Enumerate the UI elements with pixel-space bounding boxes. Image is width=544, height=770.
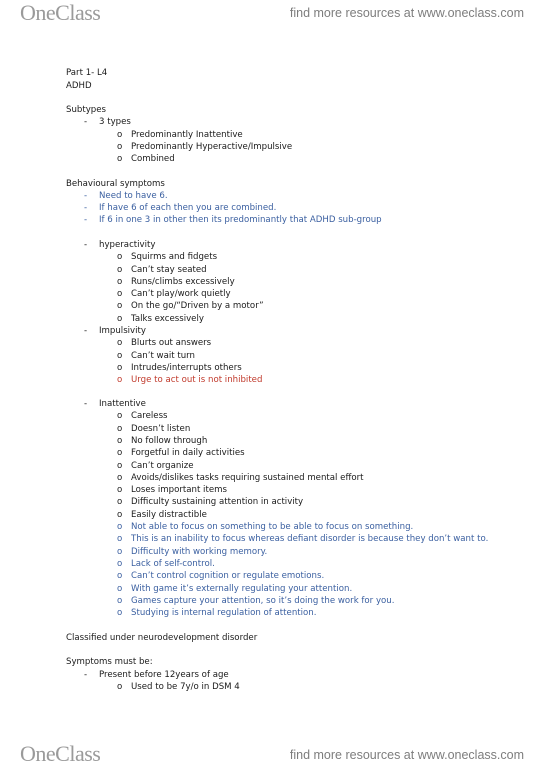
footer-tagline[interactable]: find more resources at www.oneclass.com xyxy=(289,748,524,762)
doc-title-topic: ADHD xyxy=(66,81,92,91)
dash-marker: - xyxy=(84,240,88,250)
list-item: Combined xyxy=(131,154,175,164)
list-item: Predominantly Hyperactive/Impulsive xyxy=(131,142,293,152)
bullet-marker: o xyxy=(117,154,123,164)
bullet-marker: o xyxy=(117,142,123,152)
list-item: Doesn’t listen xyxy=(131,424,191,434)
classified-line: Classified under neurodevelopment disorder xyxy=(66,633,258,643)
oneclass-logo: OneClass xyxy=(20,0,101,25)
list-item: Blurts out answers xyxy=(131,338,212,348)
bullet-marker: o xyxy=(117,584,123,594)
impulsivity-heading: Impulsivity xyxy=(99,326,146,336)
subtypes-heading: Subtypes xyxy=(66,105,107,115)
list-item: Not able to focus on something to be able to focus on something. xyxy=(131,522,414,532)
bullet-marker: o xyxy=(117,351,123,361)
list-item: Can’t wait turn xyxy=(131,351,195,361)
bullet-marker: o xyxy=(117,289,123,299)
dash-marker: - xyxy=(84,399,88,409)
bullet-marker: o xyxy=(117,363,123,373)
list-item: Studying is internal regulation of attention. xyxy=(131,608,317,618)
dash-marker: - xyxy=(84,117,88,127)
bullet-marker: o xyxy=(117,571,123,581)
list-item: Games capture your attention, so it’s doing the work for you. xyxy=(131,596,395,606)
bullet-marker: o xyxy=(117,485,123,495)
symptoms-item: Present before 12years of age xyxy=(99,670,229,680)
bullet-marker: o xyxy=(117,497,123,507)
list-item: Can’t organize xyxy=(131,461,194,471)
bullet-marker: o xyxy=(117,534,123,544)
note-item: If have 6 of each then you are combined. xyxy=(99,203,277,213)
dash-marker: - xyxy=(84,215,88,225)
list-item: Can’t play/work quietly xyxy=(131,289,231,299)
list-item: Loses important items xyxy=(131,485,227,495)
bullet-marker: o xyxy=(117,375,123,385)
list-item: Difficulty sustaining attention in activity xyxy=(131,497,304,507)
list-item: Predominantly Inattentive xyxy=(131,130,243,140)
bullet-marker: o xyxy=(117,411,123,421)
list-item: This is an inability to focus whereas defiant disorder is because they don’t want to. xyxy=(131,534,489,544)
list-item: Forgetful in daily activities xyxy=(131,448,245,458)
list-item: Runs/climbs excessively xyxy=(131,277,235,287)
list-item: Used to be 7y/o in DSM 4 xyxy=(131,682,240,692)
bullet-marker: o xyxy=(117,596,123,606)
note-item: If 6 in one 3 in other then its predominantly that ADHD sub-group xyxy=(99,215,382,225)
subtypes-item: 3 types xyxy=(99,117,131,127)
bullet-marker: o xyxy=(117,314,123,324)
list-item: Urge to act out is not inhibited xyxy=(131,375,263,385)
list-item: Avoids/dislikes tasks requiring sustained mental effort xyxy=(131,473,364,483)
note-item: Need to have 6. xyxy=(99,191,168,201)
behavioural-heading: Behavioural symptoms xyxy=(66,179,165,189)
bullet-marker: o xyxy=(117,338,123,348)
list-item: With game it’s externally regulating your attention. xyxy=(131,584,353,594)
list-item: Lack of self-control. xyxy=(131,559,215,569)
bullet-marker: o xyxy=(117,510,123,520)
list-item: Easily distractible xyxy=(131,510,207,520)
symptoms-heading: Symptoms must be: xyxy=(66,657,153,667)
oneclass-logo-footer: OneClass xyxy=(20,741,101,766)
hyperactivity-heading: hyperactivity xyxy=(99,240,156,250)
inattentive-heading: Inattentive xyxy=(99,399,146,409)
doc-title-part: Part 1- L4 xyxy=(66,68,108,78)
list-item: Talks excessively xyxy=(131,314,204,324)
bullet-marker: o xyxy=(117,130,123,140)
bullet-marker: o xyxy=(117,461,123,471)
list-item: Can’t stay seated xyxy=(131,265,207,275)
bullet-marker: o xyxy=(117,252,123,262)
dash-marker: - xyxy=(84,191,88,201)
list-item: No follow through xyxy=(131,436,208,446)
dash-marker: - xyxy=(84,670,88,680)
bullet-marker: o xyxy=(117,424,123,434)
dash-marker: - xyxy=(84,326,88,336)
bullet-marker: o xyxy=(117,522,123,532)
list-item: Squirms and fidgets xyxy=(131,252,218,262)
bullet-marker: o xyxy=(117,559,123,569)
bullet-marker: o xyxy=(117,265,123,275)
bullet-marker: o xyxy=(117,436,123,446)
list-item: Intrudes/interrupts others xyxy=(131,363,242,373)
bullet-marker: o xyxy=(117,608,123,618)
list-item: Difficulty with working memory. xyxy=(131,547,268,557)
dash-marker: - xyxy=(84,203,88,213)
bullet-marker: o xyxy=(117,277,123,287)
header-tagline[interactable]: find more resources at www.oneclass.com xyxy=(289,6,524,20)
bullet-marker: o xyxy=(117,301,123,311)
list-item: On the go/“Driven by a motor” xyxy=(131,301,264,311)
list-item: Careless xyxy=(131,411,168,421)
bullet-marker: o xyxy=(117,473,123,483)
bullet-marker: o xyxy=(117,547,123,557)
list-item: Can’t control cognition or regulate emotions. xyxy=(131,571,325,581)
bullet-marker: o xyxy=(117,682,123,692)
bullet-marker: o xyxy=(117,448,123,458)
